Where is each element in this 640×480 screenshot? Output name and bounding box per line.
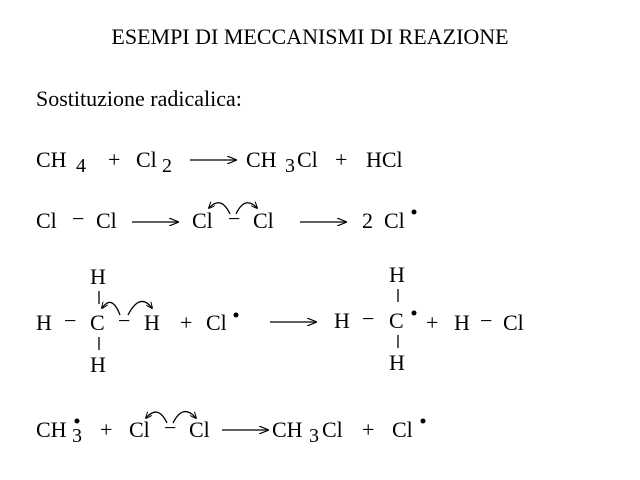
plus-sign: + <box>108 147 121 172</box>
chlorine-radical: Cl <box>206 310 227 335</box>
bond-dash: − <box>118 308 131 333</box>
chlorine-subscript: 2 <box>162 155 172 177</box>
chloromethane-cl: Cl <box>297 147 318 172</box>
chlorine-atom: Cl <box>36 208 57 233</box>
carbon-atom: C <box>90 310 105 335</box>
bond-dash: − <box>480 308 493 333</box>
chlorine-radical: Cl <box>392 417 413 442</box>
methane-subscript: 4 <box>76 155 86 177</box>
plus-sign: + <box>180 310 193 335</box>
methyl-subscript: 3 <box>72 425 82 447</box>
plus-sign: + <box>362 417 375 442</box>
chlorine-atom: Cl <box>192 208 213 233</box>
equation-homolysis <box>36 203 417 233</box>
equation-chain-propagation <box>36 412 426 447</box>
bond-dash: − <box>64 308 77 333</box>
chlorine-atom: Cl <box>189 417 210 442</box>
hydrogen-atom: H <box>389 350 405 375</box>
chloromethane-symbol: CH <box>246 147 277 172</box>
radical-dot <box>412 210 417 215</box>
page-title: ESEMPI DI MECCANISMI DI REAZIONE <box>111 24 509 49</box>
chlorine-atom: Cl <box>129 417 150 442</box>
chlorine-radical: Cl <box>384 208 405 233</box>
plus-sign: + <box>335 147 348 172</box>
hydrogen-atom: H <box>389 262 405 287</box>
bond-dash: − <box>164 415 177 440</box>
chloromethane-cl: Cl <box>322 417 343 442</box>
equation-methane-chlorination <box>36 147 403 177</box>
methane-symbol: CH <box>36 147 67 172</box>
radical-dot <box>412 311 417 316</box>
hydrogen-chloride-symbol: HCl <box>366 147 403 172</box>
chlorine-symbol: Cl <box>136 147 157 172</box>
chloromethane-symbol: CH <box>272 417 303 442</box>
chlorine-atom: Cl <box>503 310 524 335</box>
chloromethane-subscript: 3 <box>285 155 295 177</box>
bond-dash: − <box>72 206 85 231</box>
hydrogen-atom: H <box>144 310 160 335</box>
chloromethane-subscript: 3 <box>309 425 319 447</box>
hydrogen-atom: H <box>90 264 106 289</box>
chlorine-atom: Cl <box>96 208 117 233</box>
coefficient: 2 <box>362 208 373 233</box>
radical-dot <box>421 419 426 424</box>
chlorine-atom: Cl <box>253 208 274 233</box>
plus-sign: + <box>426 310 439 335</box>
radical-dot <box>234 313 239 318</box>
methyl-radical-symbol: CH <box>36 417 67 442</box>
carbon-atom: C <box>389 308 404 333</box>
bond-dash: − <box>228 206 241 231</box>
hydrogen-atom: H <box>454 310 470 335</box>
hydrogen-atom: H <box>90 352 106 377</box>
section-heading: Sostituzione radicalica: <box>36 86 242 111</box>
hydrogen-atom: H <box>334 308 350 333</box>
plus-sign: + <box>100 417 113 442</box>
bond-dash: − <box>362 306 375 331</box>
hydrogen-atom: H <box>36 310 52 335</box>
equation-hydrogen-abstraction <box>36 262 524 377</box>
radical-dot <box>75 419 80 424</box>
